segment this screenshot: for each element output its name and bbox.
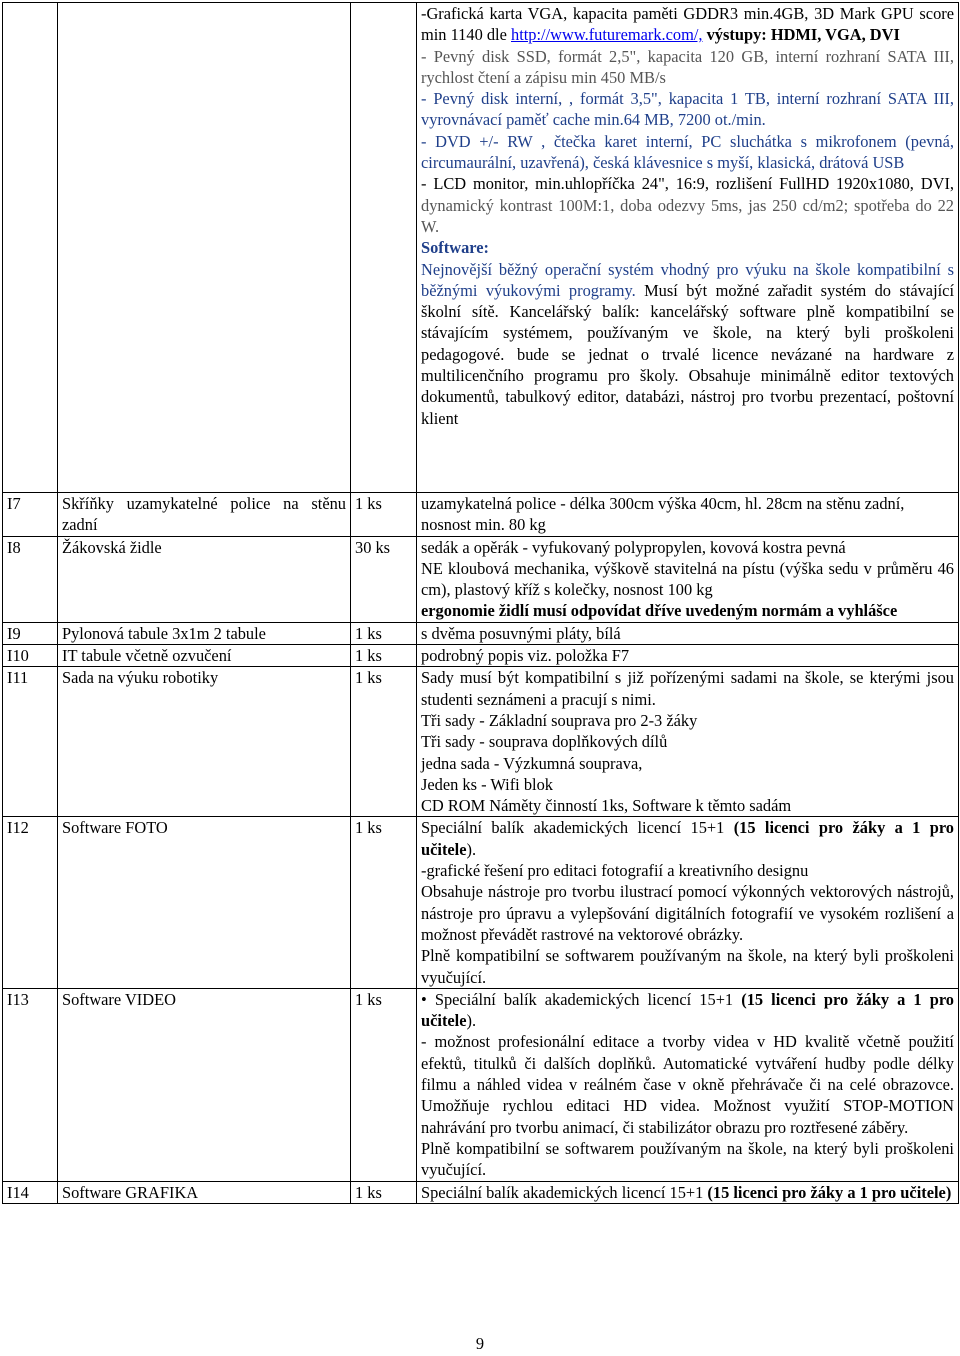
- photo-desc-b: -grafické řešení pro editaci fotografií a kreativního designu: [421, 861, 809, 881]
- video-desc-c: Plně kompatibilní se softwarem používaným na škole, na který byli proškoleni vyučující.: [421, 1138, 954, 1180]
- item-id-cell: I7: [3, 493, 58, 537]
- table-row: [3, 988, 959, 1181]
- robotics-line: CD ROM Náměty činností 1ks, Software k těmto sadám: [421, 796, 792, 816]
- licence-count: (15 licenci pro žáky a 1 pro učitele: [421, 818, 954, 859]
- item-id-cell: [3, 3, 58, 493]
- item-qty-cell: 1 ks: [351, 645, 417, 667]
- robotics-line: jedna sada - Výzkumná souprava,: [421, 753, 643, 773]
- item-id-cell: I11: [3, 667, 58, 817]
- item-name-cell: IT tabule včetně ozvučení: [58, 645, 351, 667]
- lcd-spec-text-cont: dynamický kontrast 100M:1, doba odezvy 5ms, jas 250 cd/m2; spotřeba do 22 W.: [421, 195, 954, 236]
- licence-end: ).: [466, 1011, 477, 1031]
- item-description-cell: [417, 817, 959, 988]
- licence-count: (15 licenci pro žáky a 1 pro učitele): [707, 1182, 952, 1202]
- licence-count: (15 licenci pro žáky a 1 pro učitele: [421, 989, 954, 1031]
- table-row: [3, 667, 959, 817]
- item-description-cell: [417, 536, 959, 622]
- page-number: 9: [475, 1334, 485, 1353]
- table-row: [3, 817, 959, 988]
- item-description-cell: [417, 3, 959, 493]
- item-qty-cell: 1 ks: [351, 667, 417, 817]
- item-name-cell: Pylonová tabule 3x1m 2 tabule: [58, 622, 351, 644]
- item-id-cell: I14: [3, 1181, 58, 1203]
- item-description-cell: [417, 988, 959, 1181]
- table-row: [3, 1181, 959, 1203]
- item-name-cell: Software GRAFIKA: [58, 1181, 351, 1203]
- gpu-spec-text: -Grafická karta VGA, kapacita paměti GDDR3 min.4GB, 3D Mark GPU score min 1140 dle: [421, 4, 954, 45]
- item-description-cell: [417, 1181, 959, 1203]
- item-description-cell: [417, 667, 959, 817]
- item-name-cell: [58, 3, 351, 493]
- item-qty-cell: 30 ks: [351, 536, 417, 622]
- robotics-desc: Sady musí být kompatibilní s již pořízenými sadami na škole, se kterými jsou studenti seznámeni a pracují s nimi.: [421, 668, 954, 709]
- item-qty-cell: 1 ks: [351, 817, 417, 988]
- table-row: [3, 645, 959, 667]
- item-id-cell: I9: [3, 622, 58, 644]
- robotics-line: Tři sady - Základní souprava pro 2-3 žáky: [421, 710, 698, 730]
- futuremark-link[interactable]: http://www.futuremark.com/,: [511, 25, 703, 45]
- software-office-text: Musí být možné zařadit systém do stávající školní sítě. Kancelářský balík: kancelářský software plně kompatibilní se stávajícím systémem, používaným ve škole, na který byli proškoleni pedagogové. bude se jednat o trvalé licence nevázané na hardware z multilicenčního programu pro školy. Obsahuje minimálně editor textových dokumentů, tabulkový editor, databázi, nástroj pro tvorbu prezentací, poštovní klient: [421, 280, 955, 428]
- software-os-text: Nejnovější běžný operační systém vhodný pro výuku na škole kompatibilní s běžnými výukovými programy.: [421, 259, 954, 300]
- item-id-cell: I13: [3, 988, 58, 1181]
- video-desc-b: - možnost profesionální editace a tvorby videa v HD kvalitě včetně použití efektů, titulků či dalších doplňků. Automatické vytváření hudby podle délky filmu a náhled videa v reálném čase v okně přehrávače či na celé obrazovce. Umožňuje rychlou editaci HD videa. Možnost využití STOP-MOTION nahrávání pro tvorbu animací, či stabilizátor obrazu pro roztřesené záběry.: [421, 1032, 954, 1137]
- licence-text: • Speciální balík akademických licencí 15+1: [421, 989, 742, 1009]
- item-qty-cell: 1 ks: [351, 622, 417, 644]
- robotics-line: Jeden ks - Wifi blok: [421, 774, 553, 794]
- software-heading: Software:: [421, 238, 489, 258]
- lcd-spec-text: - LCD monitor, min.uhlopříčka 24", 16:9, rozlišení FullHD 1920x1080, DVI,: [421, 174, 954, 194]
- item-name-cell: Žákovská židle: [58, 536, 351, 622]
- item-id-cell: I8: [3, 536, 58, 622]
- photo-desc-c: Obsahuje nástroje pro tvorbu ilustrací pomocí výkonných vektorových nástrojů, nástroje pro úpravu a vylepšování digitálních fotografií ve vysokém rozlišení a možnost převádět rastrové na vektorové obrázky.: [421, 882, 954, 944]
- licence-end: ).: [466, 839, 477, 859]
- item-name-cell: Software VIDEO: [58, 988, 351, 1181]
- specification-table: [2, 2, 959, 1204]
- item-qty-cell: [351, 3, 417, 493]
- ssd-spec-text: - Pevný disk SSD, formát 2,5", kapacita 120 GB, interní rozhraní SATA III, rychlost čtení a zápisu min 450 MB/s: [421, 46, 954, 87]
- photo-desc-d: Plně kompatibilní se softwarem používaným na škole, na který byli proškoleni vyučující.: [421, 946, 954, 987]
- table-row: [3, 493, 959, 537]
- chair-desc-b: NE kloubová mechanika, výškově stavitelná na pístu (výška sedu v průměru 46 cm), plastový kříž s kolečky, nosnost 100 kg: [421, 558, 954, 600]
- item-description-cell: s dvěma posuvnými pláty, bílá: [417, 622, 959, 644]
- robotics-line: Tři sady - souprava doplňkových dílů: [421, 732, 668, 752]
- table-row: [3, 622, 959, 644]
- item-description-cell: uzamykatelná police - délka 300cm výška 40cm, hl. 28cm na stěnu zadní, nosnost min. 80 kg: [417, 493, 959, 537]
- dvd-spec-text: - DVD +/- RW , čtečka karet interní, PC sluchátka s mikrofonem (pevná, circumaurální, uzavřená), česká klávesnice s myší, klasická, drátová USB: [421, 131, 954, 173]
- item-name-cell: Sada na výuku robotiky: [58, 667, 351, 817]
- item-id-cell: I10: [3, 645, 58, 667]
- item-description-cell: podrobný popis viz. položka F7: [417, 645, 959, 667]
- chair-desc-a: sedák a opěrák - vyfukovaný polypropylen, kovová kostra pevná: [421, 537, 846, 557]
- licence-text: Speciální balík akademických licencí 15+1: [421, 1182, 708, 1202]
- chair-desc-norms: ergonomie židlí musí odpovídat dříve uvedeným normám a vyhlášce: [421, 601, 898, 621]
- gpu-outputs-text: výstupy: HDMI, VGA, DVI: [706, 25, 900, 45]
- item-name-cell: Skříňky uzamykatelné police na stěnu zadní: [58, 493, 351, 537]
- item-qty-cell: 1 ks: [351, 1181, 417, 1203]
- item-qty-cell: 1 ks: [351, 988, 417, 1181]
- table-row: [3, 536, 959, 622]
- item-id-cell: I12: [3, 817, 58, 988]
- hdd-spec-text: - Pevný disk interní, , formát 3,5", kapacita 1 TB, interní rozhraní SATA III, vyrovnávací paměť cache min.64 MB, 7200 ot./min.: [421, 89, 954, 130]
- table-row: [3, 3, 959, 493]
- item-qty-cell: 1 ks: [351, 493, 417, 537]
- item-name-cell: Software FOTO: [58, 817, 351, 988]
- licence-text: Speciální balík akademických licencí 15+1: [421, 818, 734, 838]
